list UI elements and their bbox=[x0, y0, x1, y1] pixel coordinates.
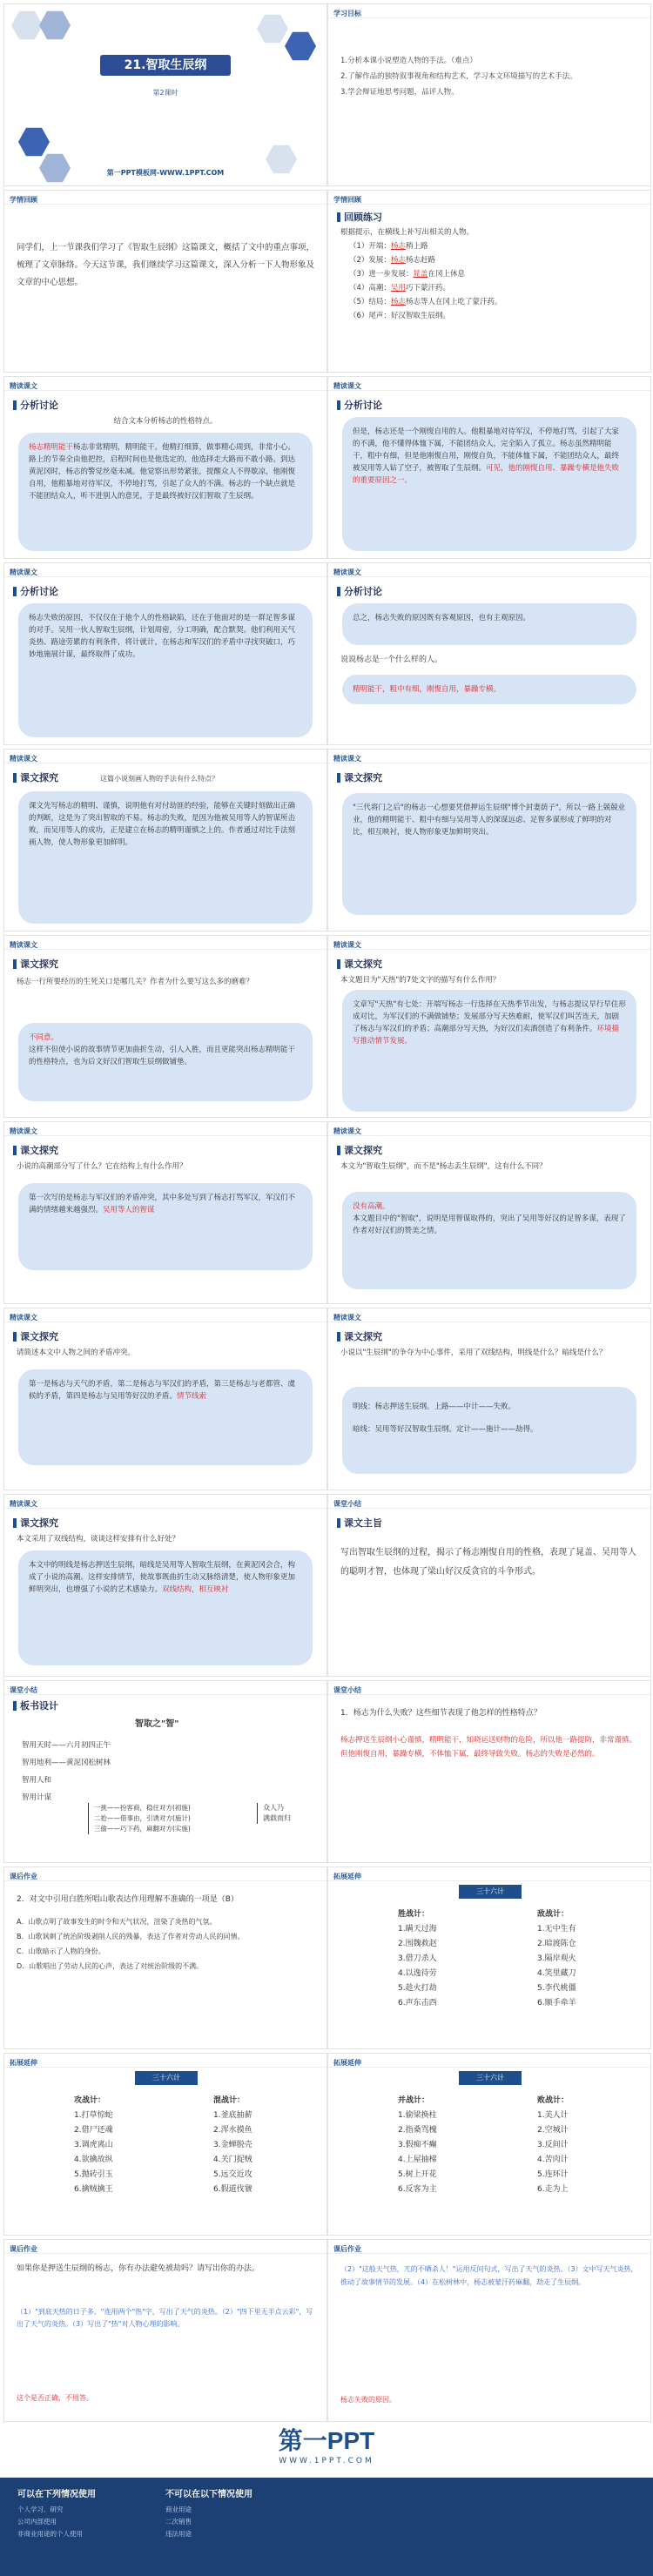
step-label: （6）尾声：好汉智取生辰纲。 bbox=[349, 312, 450, 320]
hex-decoration bbox=[39, 10, 71, 41]
usage-item: 非商业用途的个人使用 bbox=[17, 2530, 83, 2538]
stratagem: 6.走为上 bbox=[537, 2185, 569, 2194]
tag-bar bbox=[4, 2054, 326, 2068]
answer-bubble bbox=[18, 1023, 313, 1101]
question: 2．对文中引用白胜所唱山歌表达作用理解不准确的一项是（B） bbox=[17, 1895, 239, 1904]
stratagem: 3.隔岸观火 bbox=[537, 1954, 576, 1963]
answer-text: 第一是杨志与天气的矛盾，第二是杨志与军汉们的矛盾，第三是杨志与老都管、虞候的矛盾，第四是杨志与吴用等好汉的矛盾。 bbox=[29, 1380, 296, 1401]
stratagem: 4.笑里藏刀 bbox=[537, 1969, 576, 1978]
stratagem: 3.调虎离山 bbox=[74, 2141, 113, 2149]
tag-bar bbox=[328, 377, 650, 391]
answer-text: 文章写"天热"有七处：开端写杨志一行选择在天热季节出发，与杨志提议早行早住形成对比，为军汉们的不满做铺垫；发展部分写天热难耐，使军汉们叫苦连天，加剧了杨志与军汉们的矛盾；高潮部分写天热，为好汉们卖酒创造了有利条件。 bbox=[353, 1000, 626, 1033]
usage-panel bbox=[0, 2478, 653, 2576]
tag-bar bbox=[328, 2054, 650, 2068]
slide-tag: 拓展延伸 bbox=[10, 2059, 37, 2067]
section-heading: 课文探究 bbox=[344, 772, 382, 784]
stratagems-slide-3 bbox=[327, 2053, 651, 2236]
usage-left-title: 可以在下列情况使用 bbox=[17, 2490, 96, 2499]
stratagem: 2.围魏救赵 bbox=[398, 1940, 437, 1948]
explore-slide-6 bbox=[327, 1121, 651, 1304]
usage-item: 二次销售 bbox=[165, 2518, 192, 2526]
section-heading: 课文探究 bbox=[344, 958, 382, 970]
section-heading: 课文探究 bbox=[20, 1517, 58, 1529]
tag-bar bbox=[328, 191, 650, 205]
usage-item: 公司内部使用 bbox=[17, 2518, 57, 2526]
answer: 杨志 bbox=[390, 298, 406, 306]
stratagem: 1.打草惊蛇 bbox=[74, 2111, 113, 2120]
section-heading: 分析讨论 bbox=[20, 400, 58, 411]
stratagem: 4.关门捉贼 bbox=[213, 2156, 252, 2164]
stratagems-right bbox=[213, 2094, 252, 2197]
question: 小说的高潮部分写了什么？它在结构上有什么作用？ bbox=[17, 1162, 187, 1171]
cover-title: 21.智取生辰纲 bbox=[100, 55, 231, 76]
stratagem: 4.以逸待劳 bbox=[398, 1969, 437, 1978]
answer-text bbox=[340, 1733, 638, 1761]
stratagems-left bbox=[398, 2094, 437, 2197]
hex-decoration bbox=[18, 126, 50, 158]
summary-question-slide bbox=[327, 1680, 651, 1863]
question: 如果你是押送生辰纲的杨志，你有办法避免被劫吗？请写出你的办法。 bbox=[17, 2264, 260, 2273]
slide-tag: 精读课文 bbox=[10, 1314, 37, 1322]
section-heading: 课文探究 bbox=[20, 772, 58, 784]
usage-right-list bbox=[165, 2504, 192, 2540]
stratagem: 6.声东击西 bbox=[398, 1999, 437, 2008]
answer-text: （1）"到底天热的日子多。"连用两个"热"字，写出了天气的炎热。（2）"四下里无半点云彩"，写出了天气的炎热。（3）写出了"热"对人物心理的影响。 bbox=[17, 2308, 313, 2328]
step-text: 稍上路 bbox=[405, 242, 428, 251]
stratagem: 4.苦肉计 bbox=[537, 2156, 569, 2164]
section-heading: 课文探究 bbox=[20, 1145, 58, 1156]
slide-tag: 学习目标 bbox=[333, 10, 361, 17]
stratagems-banner: 三十六计 bbox=[459, 2071, 522, 2085]
answer-body: 杨志押送生辰纲小心谨慎，精明能干，知晓运送财物的危险，所以他一路提防，非常谨慎。但他刚愎自用，暴躁专横，不体恤下属，最终导致失败。 bbox=[340, 1736, 637, 1759]
stratagem: 4.上屋抽梯 bbox=[398, 2156, 437, 2164]
section-heading: 课文探究 bbox=[344, 1331, 382, 1342]
answer-bubble bbox=[342, 417, 636, 551]
answer: 杨志 bbox=[390, 242, 406, 251]
slide-tag: 精读课文 bbox=[10, 382, 37, 390]
step-label: （5）结局： bbox=[349, 298, 391, 306]
usage-left-list bbox=[17, 2504, 83, 2540]
slide-tag: 课堂小结 bbox=[333, 1500, 361, 1508]
question: 本文采用了双线结构，谈谈这样安排有什么好处？ bbox=[17, 1535, 180, 1544]
hex-decoration bbox=[285, 30, 316, 62]
stratagem: 2.空城计 bbox=[537, 2126, 569, 2135]
stratagem: 6.假道伐虢 bbox=[213, 2185, 252, 2194]
stratagem: 6.反客为主 bbox=[398, 2185, 437, 2194]
hex-decoration bbox=[257, 13, 288, 44]
slide-tag: 学情回顾 bbox=[10, 196, 37, 204]
answer-text: 这样不但使小说的故事情节更加曲折生动，引人入胜，而且更能突出杨志精明能干的性格特点，也为后文好汉们智取生辰纲做铺垫。 bbox=[29, 1046, 296, 1066]
analysis-slide-4 bbox=[327, 562, 651, 745]
step-text: 在冈上休息 bbox=[427, 270, 465, 279]
group-head: 败战计： bbox=[537, 2096, 569, 2105]
stratagems-left bbox=[398, 1907, 437, 2011]
tag-bar bbox=[4, 936, 326, 950]
slide-tag: 课堂小结 bbox=[333, 1686, 361, 1694]
board-row: 智用计谋 bbox=[22, 1793, 52, 1802]
tag-bar bbox=[4, 750, 326, 763]
hex-decoration bbox=[11, 10, 43, 41]
goals-slide bbox=[327, 3, 651, 186]
cover-footer: 第一PPT模板网-WWW.1PPT.COM bbox=[106, 169, 225, 177]
step-label: （4）高潮： bbox=[349, 284, 391, 293]
tag-bar bbox=[328, 1122, 650, 1136]
cover-subtitle: 第2课时 bbox=[152, 89, 178, 97]
stratagems-banner: 三十六计 bbox=[135, 2071, 198, 2085]
group-head: 并战计： bbox=[398, 2096, 430, 2105]
answer-bubble bbox=[342, 990, 636, 1112]
answer-text: 本文题目中的"智取"，说明是用智谋取得的，突出了吴用等好汉的足智多谋，表现了作者对好汉们的赞美之情。 bbox=[353, 1214, 626, 1235]
board-title: 智取之"智" bbox=[135, 1719, 179, 1729]
step-label: （3）进一步发展： bbox=[349, 270, 414, 279]
highlight-text: 环境描写推动情节发展。 bbox=[353, 1025, 620, 1046]
review-exercise-slide bbox=[327, 190, 651, 373]
slide-tag: 拓展延伸 bbox=[333, 2059, 361, 2067]
slide-tag: 学情回顾 bbox=[333, 196, 361, 204]
tag-bar bbox=[328, 936, 650, 950]
review-slide bbox=[3, 190, 327, 373]
stratagem: 3.金蝉脱壳 bbox=[213, 2141, 252, 2149]
theme-slide bbox=[327, 1494, 651, 1677]
slide-tag: 精读课文 bbox=[333, 755, 361, 763]
tag-bar bbox=[328, 4, 650, 18]
option: D．山歌唱出了劳动人民的心声，表达了对统治阶级的不满。 bbox=[17, 1962, 204, 1970]
slide-tag: 课堂小结 bbox=[10, 1686, 37, 1694]
question: 小说以"生辰纲"的争夺为中心事件，采用了双线结构，明线是什么？暗线是什么？ bbox=[340, 1349, 607, 1357]
slide-tag: 精读课文 bbox=[10, 755, 37, 763]
slide-tag: 精读课文 bbox=[333, 1314, 361, 1322]
highlight-text: 杨志精明能干 bbox=[29, 443, 74, 452]
slide-tag: 精读课文 bbox=[333, 941, 361, 949]
slide-tag: 精读课文 bbox=[10, 568, 37, 576]
usage-item: 个人学习、研究 bbox=[17, 2505, 64, 2513]
answer-bubble: 杨志失败的原因，不仅仅在于他个人的性格缺陷，还在于他面对的是一群足智多谋的对手。吴用一伙人智取生辰纲，计划周密，分工明确，配合默契。他们利用天气炎热、路途劳累的有利条件，将计就计，在杨志和军汉们的矛盾中寻找突破口，巧妙地施展计谋，最终取得了成功。 bbox=[18, 603, 313, 737]
option: B．山歌讽刺了统治阶级剥削人民的残暴，表达了作者对劳动人民的同情。 bbox=[17, 1933, 245, 1940]
summary-bubble: 总之，杨志失败的原因既有客观原因，也有主观原因。 bbox=[342, 603, 636, 645]
answer: 吴用 bbox=[390, 284, 406, 293]
board-row: 智用地利——黄泥冈松树林 bbox=[22, 1759, 111, 1767]
exercise-intro: 根据提示，在横线上补写出相关的人物。 bbox=[340, 228, 475, 237]
highlight-text: 这个是否正确，不用答。 bbox=[17, 2394, 93, 2402]
stratagem: 3.借刀杀人 bbox=[398, 1954, 437, 1963]
goal-item: 3.学会辩证地思考问题，品评人物。 bbox=[340, 88, 459, 97]
answer: 晁盖 bbox=[413, 270, 428, 279]
answer-text: 杨志非常精明，精明能干。他精打细算，做事精心周到，非常小心。路上的节奏全由他把控，启程时间也是他选定的，他选择走大路而不敢小路。到达黄泥冈时，杨志的警觉丝毫未减。他觉察出形势紧张，提醒众人不得歇凉，他刚愎自用，他粗暴地对待军汉，不停地打骂，引起了众人的不满。杨志的一个缺点就是不能团结众人，听不进别人的意见，于是最终被好汉们智取了生辰纲。 bbox=[29, 443, 296, 501]
group-head: 混战计： bbox=[213, 2096, 246, 2105]
stratagem: 1.釜底抽薪 bbox=[213, 2111, 252, 2120]
stratagem: 3.反间计 bbox=[537, 2141, 569, 2149]
logo-url: WWW.1PPT.COM bbox=[279, 2457, 374, 2465]
group-head: 攻战计： bbox=[74, 2096, 106, 2105]
stratagem: 2.指桑骂槐 bbox=[398, 2126, 437, 2135]
board-result: 众人乃 满载而归 bbox=[257, 1803, 291, 1824]
tag-bar bbox=[4, 1867, 326, 1881]
tag-bar bbox=[4, 1122, 326, 1136]
goal-item: 1.分析本课小说塑造人物的手法。（难点） bbox=[340, 57, 477, 65]
stratagems-slide-2 bbox=[3, 2053, 327, 2236]
stratagems-slide-1 bbox=[327, 1866, 651, 2049]
answer-bubble bbox=[342, 1387, 636, 1474]
question: 1．杨志为什么失败？这些细节表现了他怎样的性格特点？ bbox=[340, 1709, 542, 1718]
step-label: （1）开端： bbox=[349, 242, 391, 251]
usage-right-title: 不可以在以下情况使用 bbox=[165, 2490, 252, 2499]
logo-area bbox=[0, 2425, 653, 2474]
slide-tag: 精读课文 bbox=[10, 1500, 37, 1508]
plan-item: 一挑——扮客商，稳住对方(初施) bbox=[94, 1804, 191, 1812]
stratagem: 5.李代桃僵 bbox=[537, 1984, 576, 1993]
slide-tag: 精读课文 bbox=[333, 382, 361, 390]
stratagem: 4.欲擒故纵 bbox=[74, 2156, 113, 2164]
stratagem: 2.浑水摸鱼 bbox=[213, 2126, 252, 2135]
explore-slide-5 bbox=[3, 1121, 327, 1304]
board-row: 智用人和 bbox=[22, 1776, 52, 1785]
homework-slide-2 bbox=[3, 2239, 327, 2422]
theme-text: 写出智取生辰纲的过程，揭示了杨志刚愎自用的性格，表现了晁盖、吴用等人的聪明才智，也体现了梁山好汉反贪官的斗争形式。 bbox=[340, 1548, 636, 1577]
explore-slide-8 bbox=[327, 1308, 651, 1490]
slide-tag: 精读课文 bbox=[10, 941, 37, 949]
answer-bubble: "三代将门之后"的杨志一心想要凭借押运生辰纲"博个封妻荫子"，所以一路上兢兢业业，他的精明能干、粗中有细与吴用等人的深谋远虑、足智多谋形成了鲜明的对比，相互映衬，使人物形象更加鲜明突出。 bbox=[342, 793, 636, 915]
explore-slide-9 bbox=[3, 1494, 327, 1677]
usage-item: 商业用途 bbox=[165, 2505, 192, 2513]
explore-slide-7 bbox=[3, 1308, 327, 1490]
answer-text: 本文中的明线是杨志押送生辰纲，暗线是吴用等人智取生辰纲，在黄泥冈会合，构成了小说的高潮。这样安排情节，使故事既曲折生动又脉络清楚，使人物形象更加鲜明突出，也增强了小说的艺术感染力。 bbox=[29, 1561, 296, 1594]
highlight-text: 不同意。 bbox=[29, 1033, 59, 1042]
highlight-text: 精明能干，粗中有细，刚愎自用，暴躁专横。 bbox=[353, 685, 502, 694]
highlight-text: 可见，他的刚愎自用、暴躁专横是他失败的重要原因之一。 bbox=[353, 464, 620, 485]
goal-item: 2.了解作品的独特叙事视角和结构艺术，学习本文环境描写的艺术手法。 bbox=[340, 72, 577, 81]
cover-slide bbox=[3, 3, 327, 186]
highlight-text: 没有高潮。 bbox=[353, 1202, 390, 1211]
tag-bar bbox=[328, 1867, 650, 1881]
answer-bubble bbox=[342, 1192, 636, 1289]
explore-slide-3 bbox=[3, 935, 327, 1118]
stratagem: 3.假痴不癫 bbox=[398, 2141, 437, 2149]
slide-tag: 课后作业 bbox=[333, 2245, 361, 2253]
dark-line: 暗线：吴用等好汉智取生辰纲。定计——施计——劫得。 bbox=[353, 1425, 538, 1434]
analysis-slide-1 bbox=[3, 376, 327, 559]
board-design-slide bbox=[3, 1680, 327, 1863]
homework-slide-3 bbox=[327, 2239, 651, 2422]
section-heading: 课文探究 bbox=[20, 958, 58, 970]
stratagem: 5.树上开花 bbox=[398, 2170, 437, 2179]
usage-item: 违法用途 bbox=[165, 2530, 192, 2538]
stratagem: 2.借尸还魂 bbox=[74, 2126, 113, 2135]
board-row: 智用天时——六月初四正午 bbox=[22, 1741, 111, 1750]
slide-tag: 课后作业 bbox=[10, 2245, 37, 2253]
step-text: 杨志赶路 bbox=[405, 256, 435, 265]
question: 本文为"智取生辰纲"，而不是"杨志丢生辰纲"，这有什么不同？ bbox=[340, 1162, 547, 1171]
answer-bubble: 课文先写杨志的精明、谨慎，说明他有对付劫匪的经验，能够在关键时刻做出正确的判断，这是为了突出智取的不易。杨志的失败，是因为他被吴用等人的智谋所击败，而吴用等人的成功，正是建立在杨志的精明谨慎之上的。作者通过对比手法刻画人物，使人物形象更加鲜明。 bbox=[18, 791, 313, 924]
section-heading: 分析讨论 bbox=[20, 586, 58, 597]
analysis-slide-3 bbox=[3, 562, 327, 745]
slide-tag: 课后作业 bbox=[10, 1873, 37, 1880]
stratagems-right bbox=[537, 1907, 576, 2011]
tag-bar bbox=[328, 2240, 650, 2254]
answer: 杨志 bbox=[390, 256, 406, 265]
step-label: （2）发展： bbox=[349, 256, 391, 265]
plan-list bbox=[88, 1803, 191, 1834]
stratagem: 5.远交近攻 bbox=[213, 2170, 252, 2179]
tag-bar bbox=[328, 750, 650, 763]
question: 说说杨志是一个什么样的人。 bbox=[340, 656, 443, 664]
option: A．山歌点明了故事发生的时令和天气状况，渲染了炎热的气氛。 bbox=[17, 1918, 217, 1926]
highlight-text: 双线结构，相互映衬 bbox=[162, 1585, 229, 1594]
slide-tag: 拓展延伸 bbox=[333, 1873, 361, 1880]
tag-bar bbox=[4, 2240, 326, 2254]
plan-item: 二抢——借事由，引诱对方(施计) bbox=[94, 1814, 191, 1822]
slide-tag: 精读课文 bbox=[333, 1127, 361, 1135]
stratagem: 5.抛砖引玉 bbox=[74, 2170, 113, 2179]
plan-item: 三偷——巧下药，麻翻对方(实施) bbox=[94, 1825, 191, 1833]
tag-bar bbox=[328, 563, 650, 577]
section-heading: 分析讨论 bbox=[344, 586, 382, 597]
analysis-slide-2 bbox=[327, 376, 651, 559]
stratagems-right bbox=[537, 2094, 569, 2197]
explore-slide-2 bbox=[327, 749, 651, 932]
answer-bubble bbox=[18, 1369, 313, 1465]
section-heading: 课文探究 bbox=[344, 1145, 382, 1156]
answer-text: 第一次写的是杨志与军汉们的矛盾冲突，其中多处写到了杨志打骂军汉，军汉们不满的情绪越来越强烈。 bbox=[29, 1194, 296, 1214]
answer-text: （2）"这般天气热，兀的不晒杀人！"运用反问句式，写出了天气的炎热。（3）文中写天气炎热，推动了故事情节的发展。（4）在松树林中，杨志被蒙汗药麻翻，劫走了生辰纲。 bbox=[340, 2265, 638, 2286]
step-text: 巧下蒙汗药。 bbox=[405, 284, 450, 293]
explore-slide-4 bbox=[327, 935, 651, 1118]
option: C．山歌暗示了人物的身份。 bbox=[17, 1947, 105, 1955]
bright-line: 明线：杨志押送生辰纲。上路——中计——失败。 bbox=[353, 1402, 516, 1411]
tag-bar bbox=[4, 1495, 326, 1509]
slide-tag: 精读课文 bbox=[10, 1127, 37, 1135]
tag-bar bbox=[328, 1681, 650, 1695]
question: 杨志一行所要经历的生死关口是哪几关？作者为什么要写这么多的磨难？ bbox=[17, 978, 254, 986]
stratagem: 2.暗渡陈仓 bbox=[537, 1940, 576, 1948]
stratagem: 5.趁火打劫 bbox=[398, 1984, 437, 1993]
answer-bubble bbox=[18, 1183, 313, 1270]
question: 本文题目为"天热"的7处文字的描写有什么作用？ bbox=[340, 976, 501, 985]
tag-bar bbox=[328, 1495, 650, 1509]
stratagem: 5.连环计 bbox=[537, 2170, 569, 2179]
stratagem: 1.美人计 bbox=[537, 2111, 569, 2120]
stratagem: 1.无中生有 bbox=[537, 1925, 576, 1934]
stratagem: 6.顺手牵羊 bbox=[537, 1999, 576, 2008]
answer-bubble bbox=[342, 675, 636, 704]
tag-bar bbox=[4, 563, 326, 577]
answer-bubble bbox=[18, 433, 313, 551]
section-heading: 课文探究 bbox=[20, 1331, 58, 1342]
section-heading: 板书设计 bbox=[20, 1700, 58, 1712]
step-text: 杨志等人在冈上吃了蒙汗药。 bbox=[405, 298, 502, 306]
stratagem: 6.擒贼擒王 bbox=[74, 2185, 113, 2194]
logo-text: 第一PPT bbox=[278, 2427, 375, 2454]
question: 这篇小说刻画人物的手法有什么特点？ bbox=[100, 775, 219, 783]
answer-bubble bbox=[18, 1550, 313, 1665]
section-heading: 回顾练习 bbox=[344, 212, 382, 223]
stratagem: 1.偷梁换柱 bbox=[398, 2111, 437, 2120]
question: 请简述本文中人物之间的矛盾冲突。 bbox=[17, 1349, 136, 1357]
slide-tag: 精读课文 bbox=[333, 568, 361, 576]
stratagems-left bbox=[74, 2094, 113, 2197]
tag-bar bbox=[4, 1681, 326, 1695]
question: 结合文本分析杨志的性格特点。 bbox=[113, 417, 218, 426]
tag-bar bbox=[4, 1308, 326, 1322]
homework-slide-1 bbox=[3, 1866, 327, 2049]
group-head: 敌战计： bbox=[537, 1910, 569, 1919]
highlight-text: 情节线索 bbox=[177, 1392, 207, 1401]
explore-slide-1 bbox=[3, 749, 327, 932]
highlight-text: 吴用等人的智谋 bbox=[103, 1206, 155, 1214]
tag-bar bbox=[328, 1308, 650, 1322]
tag-bar bbox=[4, 191, 326, 205]
tag-bar bbox=[4, 377, 326, 391]
section-heading: 课文主旨 bbox=[344, 1517, 382, 1529]
highlight-text: 杨志的失败是必然的。 bbox=[525, 1750, 600, 1759]
review-text: 同学们，上一节课我们学习了《智取生辰纲》这篇课文，概括了文中的重点事项，梳理了文章脉络。今天这节课，我们继续学习这篇课文，深入分析一下人物形象及文章的中心思想。 bbox=[17, 243, 315, 287]
highlight-text: 杨志失败的原因。 bbox=[340, 2396, 396, 2404]
stratagems-banner: 三十六计 bbox=[459, 1885, 522, 1899]
stratagem: 1.瞒天过海 bbox=[398, 1925, 437, 1934]
answer-text: 但是，杨志还是一个刚愎自用的人。他粗暴地对待军汉，不停地打骂，引起了大家的不满，他不懂得体恤下属，不能团结众人，完全陷入了孤立。杨志虽然精明能干，粗中有细，但是他刚愎自用，刚愎自负，不能体恤下属，不能团结众人，最终被吴用等人钻了空子，被智取了生辰纲。 bbox=[353, 427, 620, 473]
section-heading: 分析讨论 bbox=[344, 400, 382, 411]
group-head: 胜战计： bbox=[398, 1910, 430, 1919]
